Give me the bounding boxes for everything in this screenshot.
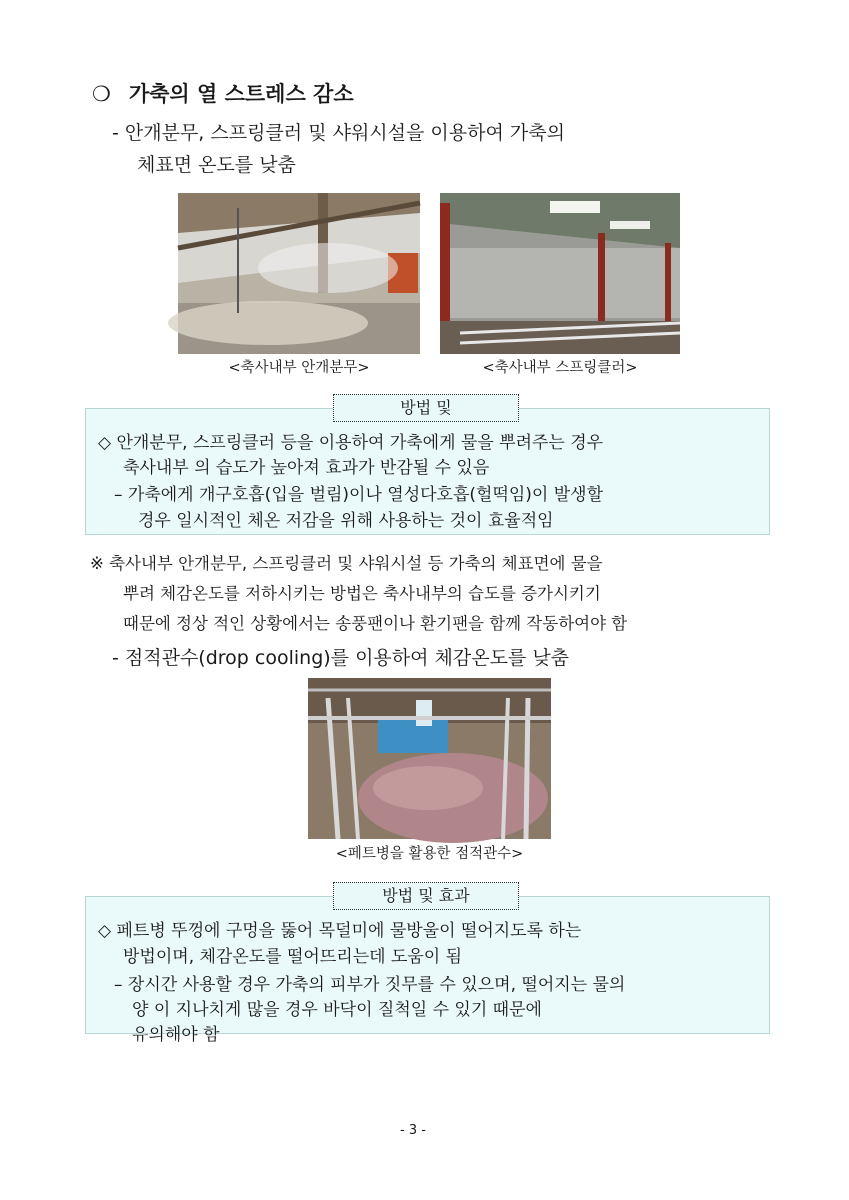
box2-clip <box>85 1018 768 1045</box>
fog-spray-photo <box>178 193 420 354</box>
box2-line3: – 장시간 사용할 경우 가축의 피부가 짓무를 수 있으며, 떨어지는 물의 <box>114 975 626 995</box>
note-line3: 때문에 정상 적인 상황에서는 송풍팬이나 환기팬을 함께 작동하여야 함 <box>123 614 628 633</box>
caption-sprinkler: <축사내부 스프링클러> <box>482 360 638 376</box>
caption-drip-cooling: <페트병을 활용한 점적관수> <box>335 846 524 862</box>
method-tag-2: 방법 및 효과 <box>333 882 519 910</box>
section-heading <box>92 78 354 108</box>
box1-line4: 경우 일시적인 체온 저감을 위해 사용하는 것이 효율적임 <box>138 511 554 531</box>
box2-line1: ◇ 페트병 뚜껑에 구멍을 뚫어 목덜미에 물방울이 떨어지도록 하는 <box>98 921 582 941</box>
item1-line2: 체표면 온도를 낮춤 <box>137 154 296 176</box>
item1-line1: - 안개분무, 스프링클러 및 샤워시설을 이용하여 가축의 <box>112 122 565 144</box>
page-number: - 3 - <box>400 1123 426 1138</box>
section-title: 가축의 열 스트레스 감소 <box>128 82 354 106</box>
sprinkler-photo <box>440 193 680 354</box>
item2-line: - 점적관수(drop cooling)를 이용하여 체감온도를 낮춤 <box>112 647 570 669</box>
box2-line4: 양 이 지나치게 많을 경우 바닥이 질척일 수 있기 때문에 <box>132 1000 542 1020</box>
note-line2: 뿌려 체감온도를 저하시키는 방법은 축사내부의 습도를 증가시키기 <box>123 584 601 603</box>
drip-cooling-photo <box>308 678 551 839</box>
box2-line2: 방법이며, 체감온도를 떨어뜨리는데 도움이 됨 <box>123 947 463 967</box>
caption-fog-spray: <축사내부 안개분무> <box>228 360 370 376</box>
box1-line3: – 가축에게 개구호흡(입을 벌림)이나 열성다호흡(헐떡임)이 발생할 <box>114 485 604 505</box>
box2-line5: 유의해야 함 <box>132 1025 220 1045</box>
box1-line2: 축사내부 의 습도가 높아져 효과가 반감될 수 있음 <box>123 458 490 478</box>
method-tag-1: 방법 및 <box>333 394 519 422</box>
box1-line1: ◇ 안개분무, 스프링클러 등을 이용하여 가축에게 물을 뿌려주는 경우 <box>98 433 604 453</box>
note-line1: ※ 축사내부 안개분무, 스프링클러 및 샤워시설 등 가축의 체표면에 물을 <box>90 554 603 573</box>
circle-bullet-icon: ❍ <box>92 82 111 106</box>
